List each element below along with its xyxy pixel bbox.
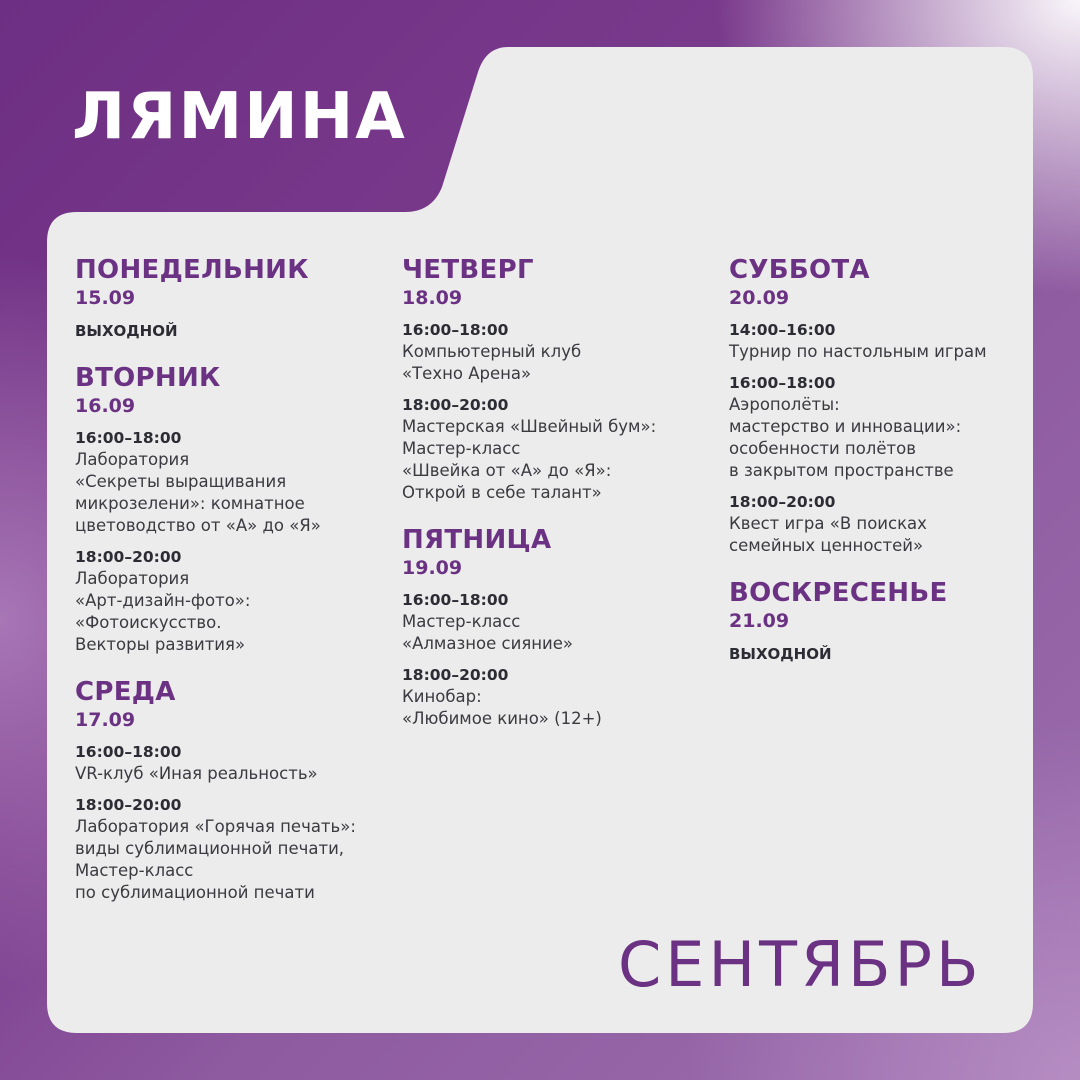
day-block [402, 524, 712, 730]
event-time: 16:00–18:00 [75, 429, 182, 447]
day-name: ПЯТНИЦА [402, 525, 552, 555]
event-time: 16:00–18:00 [729, 374, 836, 392]
event-title-line: Квест игра «В поисках [729, 514, 927, 533]
event-title-line: в закрытом пространстве [729, 461, 954, 480]
day-name: ВОСКРЕСЕНЬЕ [729, 578, 948, 608]
day-off-label: ВЫХОДНОЙ [729, 645, 832, 663]
event-item [75, 428, 385, 537]
event-title-line: микрозелени»: комнатное [75, 494, 305, 513]
day-block [729, 577, 1029, 665]
brand-title: ЛЯМИНА [72, 80, 407, 154]
event-title-line: семейных ценностей» [729, 536, 924, 555]
event-title-line: «Секреты выращивания [75, 472, 287, 491]
column-3 [729, 254, 1029, 685]
event-title-line: Векторы развития» [75, 635, 246, 654]
event-title-line: «Фотоискусство. [75, 613, 222, 632]
event-title-line: особенности полётов [729, 439, 916, 458]
column-2 [402, 254, 712, 750]
event-time: 14:00–16:00 [729, 321, 836, 339]
event-item [75, 742, 385, 785]
day-date: 19.09 [402, 557, 463, 579]
day-name: ВТОРНИК [75, 363, 221, 393]
event-title-line: по сублимационной печати [75, 883, 315, 902]
event-title-line: «Швейка от «А» до «Я»: [402, 461, 612, 480]
event-title-line: Лаборатория [75, 450, 190, 469]
event-time: 18:00–20:00 [729, 493, 836, 511]
event-item [402, 320, 712, 385]
event-title-line: VR-клуб «Иная реальность» [75, 764, 318, 783]
event-title-line: Кинобар: [402, 687, 482, 706]
event-title-line: Аэрополёты: [729, 395, 840, 414]
event-time: 16:00–18:00 [402, 321, 509, 339]
day-name: СРЕДА [75, 677, 176, 707]
event-title-line: Лаборатория «Горячая печать»: [75, 817, 356, 836]
column-1 [75, 254, 385, 924]
event-title-line: цветоводство от «А» до «Я» [75, 516, 321, 535]
event-title-line: мастерство и инновации»: [729, 417, 962, 436]
event-time: 18:00–20:00 [402, 396, 509, 414]
event-time: 16:00–18:00 [75, 743, 182, 761]
day-block [75, 676, 385, 904]
event-title-line: Лаборатория [75, 569, 190, 588]
event-title-line: Мастер-класс [75, 861, 194, 880]
day-date: 17.09 [75, 709, 136, 731]
event-title-line: виды сублимационной печати, [75, 839, 345, 858]
event-item [402, 590, 712, 655]
day-block [75, 254, 385, 342]
event-item [729, 492, 1029, 557]
event-title-line: «Алмазное сияние» [402, 634, 574, 653]
day-block [402, 254, 712, 504]
event-title-line: Мастер-класс [402, 439, 521, 458]
event-title-line: «Техно Арена» [402, 364, 532, 383]
event-item [729, 320, 1029, 363]
day-block [75, 362, 385, 656]
day-block [729, 254, 1029, 557]
event-title-line: «Арт-дизайн-фото»: [75, 591, 251, 610]
event-title-line: Турнир по настольным играм [729, 342, 987, 361]
day-name: ЧЕТВЕРГ [402, 255, 534, 285]
event-title-line: Мастер-класс [402, 612, 521, 631]
day-off-label: ВЫХОДНОЙ [75, 322, 178, 340]
event-time: 16:00–18:00 [402, 591, 509, 609]
event-title-line: Компьютерный клуб [402, 342, 582, 361]
event-item [729, 373, 1029, 482]
day-name: СУББОТА [729, 255, 870, 285]
event-item [75, 795, 385, 904]
day-name: ПОНЕДЕЛЬНИК [75, 255, 309, 285]
day-date: 16.09 [75, 395, 136, 417]
event-item [75, 547, 385, 656]
event-item [402, 395, 712, 504]
event-title-line: «Любимое кино» (12+) [402, 709, 602, 728]
month-title: СЕНТЯБРЬ [618, 928, 983, 1001]
event-time: 18:00–20:00 [75, 548, 182, 566]
event-time: 18:00–20:00 [75, 796, 182, 814]
day-date: 15.09 [75, 287, 136, 309]
day-date: 20.09 [729, 287, 790, 309]
event-title-line: Открой в себе талант» [402, 483, 602, 502]
event-time: 18:00–20:00 [402, 666, 509, 684]
event-title-line: Мастерская «Швейный бум»: [402, 417, 657, 436]
day-date: 18.09 [402, 287, 463, 309]
day-date: 21.09 [729, 610, 790, 632]
event-item [402, 665, 712, 730]
